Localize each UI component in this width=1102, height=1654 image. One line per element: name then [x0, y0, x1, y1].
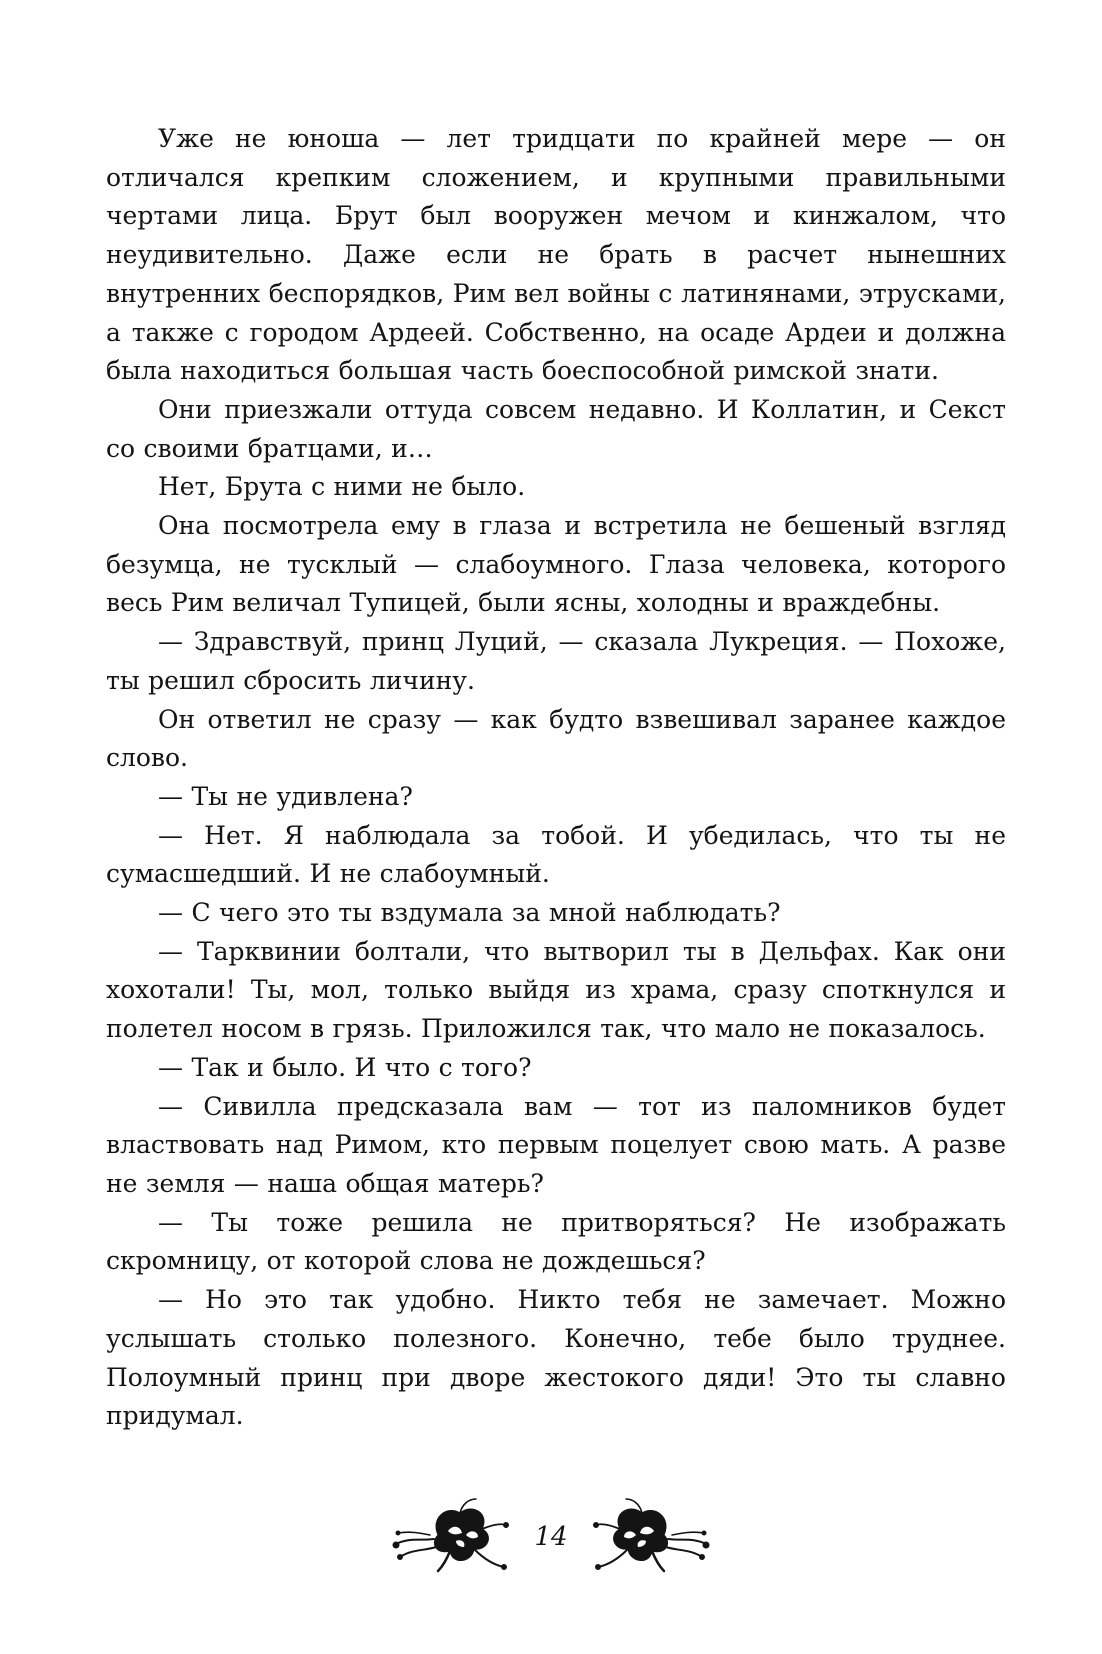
page-body: [106, 120, 1006, 1436]
paragraph: Он ответил не сразу — как будто взвешивал заранее каждое слово.: [106, 704, 1006, 773]
paragraph: — Так и было. И что с того?: [158, 1052, 532, 1082]
floral-ornament-icon: [390, 1495, 510, 1575]
floral-ornament-icon: [592, 1495, 712, 1575]
paragraph: — Ты не удивлена?: [158, 781, 413, 811]
paragraph: — С чего это ты вздумала за мной наблюдать?: [158, 898, 781, 928]
paragraph: Уже не юноша — лет тридцати по крайней мере — он отличался крепким сложением, и крупными правильными чертами лица. Брут был вооружен мечом и кинжалом, что неудивительно. Даже если не брать в расчет нынешних внутренних беспорядков, Рим вел войны с латинянами, этрусками, а также с городом Ардеей. Собственно, на осаде Ардеи и должна была находиться большая часть боеспособной римской знати.: [106, 124, 1006, 386]
page-footer: [0, 1490, 1102, 1580]
paragraph: Она посмотрела ему в глаза и встретила не бешеный взгляд безумца, не тусклый — слабоумного. Глаза человека, которого весь Рим величал Тупицей, были ясны, холодны и враждебны.: [106, 511, 1006, 618]
paragraph: — Здравствуй, принц Луций, — сказала Лукреция. — Похоже, ты решил сбросить личину.: [106, 627, 1006, 695]
paragraph: — Сивилла предсказала вам — тот из паломников будет властвовать над Римом, кто первым поцелует свою мать. А разве не земля — наша общая матерь?: [106, 1091, 1006, 1198]
paragraph: — Тарквинии болтали, что вытворил ты в Дельфах. Как они хохотали! Ты, мол, только выйдя из храма, сразу споткнулся и полетел носом в грязь. Приложился так, что мало не показалось.: [106, 936, 1006, 1044]
paragraph: — Нет. Я наблюдала за тобой. И убедилась, что ты не сумасшедший. И не слабоумный.: [106, 820, 1006, 889]
paragraph: Они приезжали оттуда совсем недавно. И Коллатин, и Секст со своими братцами, и…: [106, 394, 1006, 463]
paragraph: — Но это так удобно. Никто тебя не замечает. Можно услышать столько полезного. Конечно, тебе было труднее. Полоумный принц при дворе жестокого дяди! Это ты славно придумал.: [106, 1285, 1006, 1431]
page-number: 14: [534, 1522, 568, 1552]
paragraph: — Ты тоже решила не притворяться? Не изображать скромницу, от которой слова не дождешься?: [106, 1207, 1006, 1276]
paragraph: Нет, Брута с ними не было.: [158, 472, 526, 502]
